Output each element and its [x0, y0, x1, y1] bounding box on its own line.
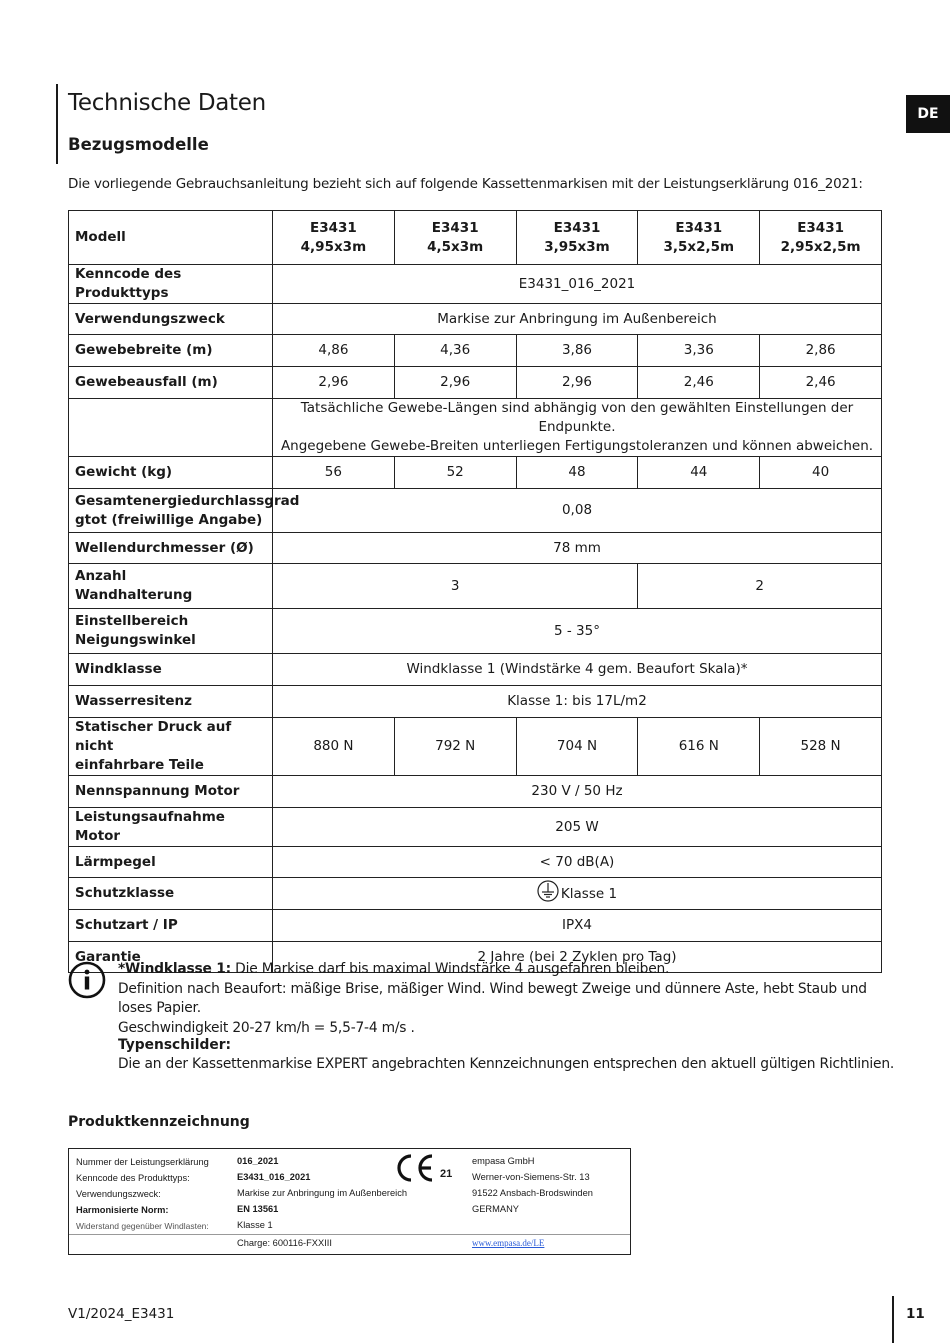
table-row: Gewebeausfall (m) 2,96 2,96 2,96 2,46 2,46 — [69, 367, 882, 399]
leistungserklaerung-link[interactable]: www.empasa.de/LE — [472, 1238, 545, 1248]
table-row: Wasserresitenz Klasse 1: bis 17L/m2 — [69, 686, 882, 718]
table-row: Gewebebreite (m) 4,86 4,36 3,86 3,36 2,86 — [69, 335, 882, 367]
table-row: Anzahl Wandhalterung 3 2 — [69, 564, 882, 609]
manufacturer-address: empasa GmbH Werner-von-Siemens-Str. 13 91522 Ansbach-Brodswinden GERMANY — [472, 1156, 593, 1214]
charge-number: Charge: 600116-FXXIII — [237, 1238, 332, 1248]
windklasse-note: *Windklasse 1: Die Markise darf bis maximal Windstärke 4 ausgefahren bleiben. Definition nach Beaufort: mäßige Brise, mäßiger Wind. Wind bewegt Zweige und dünnere Aste, hebt Staub und loses Papier. Geschwindigkeit 20-27 km/h = 5,5-7-4 m/s . — [118, 961, 867, 1036]
tolerance-note: Tatsächliche Gewebe-Längen sind abhängig von den gewählten Einstellungen der Endpunkte. Angegebene Gewebe-Breiten unterliegen Fertigungstoleranzen und können abweichen. — [273, 399, 882, 457]
intro-text: Die vorliegende Gebrauchsanleitung bezieht sich auf folgende Kassettenmarkisen mit der Leistungserklärung 016_2021: — [68, 176, 863, 192]
table-row: Nennspannung Motor 230 V / 50 Hz — [69, 776, 882, 808]
produktkennzeichnung-title: Produktkennzeichnung — [68, 1114, 250, 1130]
table-row: Leistungsaufnahme Motor 205 W — [69, 808, 882, 847]
table-row: Lärmpegel < 70 dB(A) — [69, 847, 882, 878]
ce-label — [68, 1148, 631, 1255]
table-header-row — [69, 211, 882, 265]
header-accent-line — [56, 84, 58, 164]
spec-table — [68, 210, 882, 973]
table-row: Schutzart / IP IPX4 — [69, 910, 882, 942]
page-number: 11 — [906, 1306, 925, 1322]
table-row: Kenncode des Produkttyps E3431_016_2021 — [69, 265, 882, 304]
label-values: 016_2021 E3431_016_2021 Markise zur Anbringung im Außenbereich EN 13561 Klasse 1 — [237, 1156, 408, 1230]
table-row — [69, 399, 882, 457]
model-cell: E3431 4,5x3m — [394, 211, 516, 265]
info-icon — [68, 961, 106, 1003]
model-cell: E3431 3,95x3m — [516, 211, 638, 265]
model-cell: E3431 2,95x2,5m — [760, 211, 882, 265]
ce-mark-icon — [392, 1152, 436, 1189]
model-cell: E3431 3,5x2,5m — [638, 211, 760, 265]
table-row: Einstellbereich Neigungswinkel 5 - 35° — [69, 609, 882, 654]
table-row: Verwendungszweck Markise zur Anbringung im Außenbereich — [69, 304, 882, 335]
table-row: Gewicht (kg) 56 52 48 44 40 — [69, 457, 882, 489]
document-version: V1/2024_E3431 — [68, 1306, 175, 1322]
ce-year: 21 — [440, 1168, 453, 1180]
label-divider — [69, 1234, 630, 1235]
label-keys: Nummer der Leistungserklärung Kenncode des Produkttyps: Verwendungszweck: Harmonisierte Norm: Widerstand gegenüber Windlasten: — [76, 1157, 209, 1231]
table-row: Statischer Druck auf nicht einfahrbare Teile 880 N 792 N 704 N 616 N 528 N — [69, 718, 882, 776]
table-row: Wellendurchmesser (Ø) 78 mm — [69, 533, 882, 564]
page-title: Technische Daten — [68, 90, 266, 116]
header-label: Modell — [69, 211, 273, 265]
typenschilder-text: Die an der Kassettenmarkise EXPERT angebrachten Kennzeichnungen entsprechen den aktuell gültigen Richtlinien. — [118, 1056, 895, 1072]
model-cell: E3431 4,95x3m — [273, 211, 395, 265]
ground-symbol-icon — [537, 880, 559, 908]
section-subtitle: Bezugsmodelle — [68, 135, 209, 154]
typenschilder-title: Typenschilder: — [118, 1037, 232, 1053]
language-tab: DE — [906, 95, 950, 133]
table-row: Garantie 2 Jahre (bei 2 Zyklen pro Tag) — [69, 942, 882, 973]
table-row: Schutzklasse Klasse 1 — [69, 878, 882, 910]
table-row: Windklasse Windklasse 1 (Windstärke 4 gem. Beaufort Skala)* — [69, 654, 882, 686]
table-row: Gesamtenergiedurchlassgrad gtot (freiwillige Angabe) 0,08 — [69, 489, 882, 533]
footer-divider — [892, 1296, 894, 1343]
